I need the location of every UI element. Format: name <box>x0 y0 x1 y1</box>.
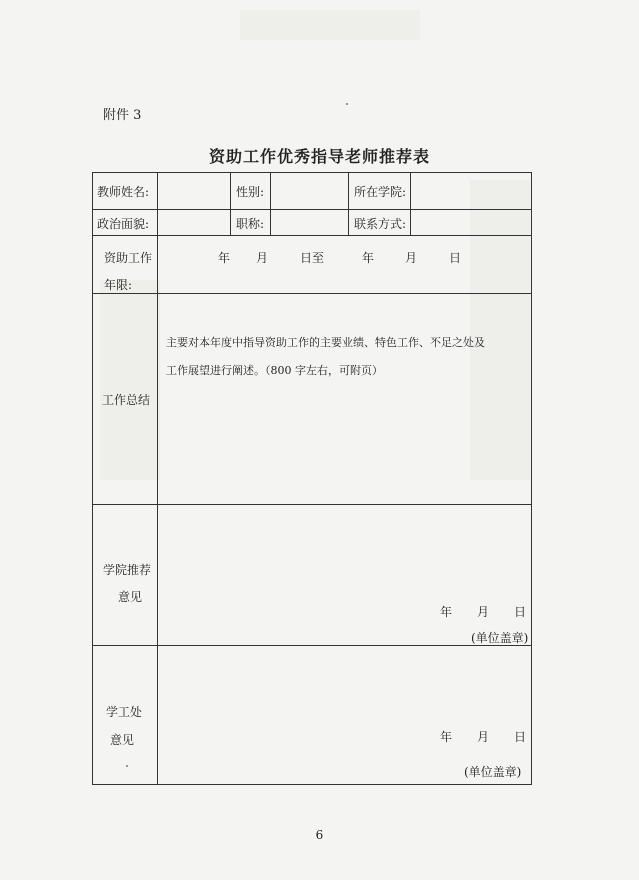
column-divider <box>410 172 411 235</box>
row-divider <box>92 504 532 505</box>
attachment-label: 附件 3 <box>103 108 142 123</box>
start-day-to: 日至 <box>300 251 325 265</box>
speck <box>346 103 348 105</box>
gender-label: 性别: <box>236 185 265 199</box>
bleed-through-mark <box>240 10 420 40</box>
college-date-month: 月 <box>477 605 490 619</box>
start-month-unit: 月 <box>256 251 269 265</box>
college-label: 所在学院: <box>354 185 407 199</box>
row-divider <box>92 293 532 294</box>
page-number: 6 <box>315 828 324 842</box>
work-summary-label: 工作总结 <box>102 393 151 407</box>
summary-instructions: 主要对本年度中指导资助工作的主要业绩、特色工作、不足之处及 <box>166 336 485 349</box>
start-year-unit: 年 <box>218 251 231 265</box>
contact-label: 联系方式: <box>354 217 407 231</box>
college-seal-note: (单位盖章) <box>471 631 529 645</box>
summary-instructions-cont: 工作展望进行阐述。（800 字左右，可附页） <box>166 364 383 377</box>
label-column-divider <box>157 172 158 785</box>
row-divider <box>92 235 532 236</box>
service-years-label: 资助工作 <box>104 251 153 265</box>
row-divider <box>92 645 532 646</box>
form-title: 资助工作优秀指导老师推荐表 <box>208 147 430 166</box>
end-day-unit: 日 <box>449 251 462 265</box>
college-recommendation-label-suffix: 意见 <box>118 590 143 604</box>
student-affairs-label: 学工处 <box>106 705 143 719</box>
college-date-day: 日 <box>514 605 527 619</box>
column-divider <box>230 172 231 235</box>
row-divider <box>92 209 532 210</box>
professional-title-label: 职称: <box>236 217 265 231</box>
affairs-date-month: 月 <box>477 730 490 744</box>
end-month-unit: 月 <box>405 251 418 265</box>
column-divider <box>270 172 271 235</box>
college-recommendation-label: 学院推荐 <box>103 563 152 577</box>
teacher-name-label: 教师姓名: <box>97 185 150 199</box>
column-divider <box>348 172 349 235</box>
service-years-label-suffix: 年限: <box>104 278 133 292</box>
affairs-date-day: 日 <box>514 730 527 744</box>
student-affairs-label-suffix: 意见 <box>110 733 135 747</box>
affairs-date-year: 年 <box>440 730 453 744</box>
affairs-seal-note: (单位盖章) <box>464 765 522 779</box>
end-year-unit: 年 <box>362 251 375 265</box>
college-date-year: 年 <box>440 605 453 619</box>
political-status-label: 政治面貌: <box>97 217 150 231</box>
